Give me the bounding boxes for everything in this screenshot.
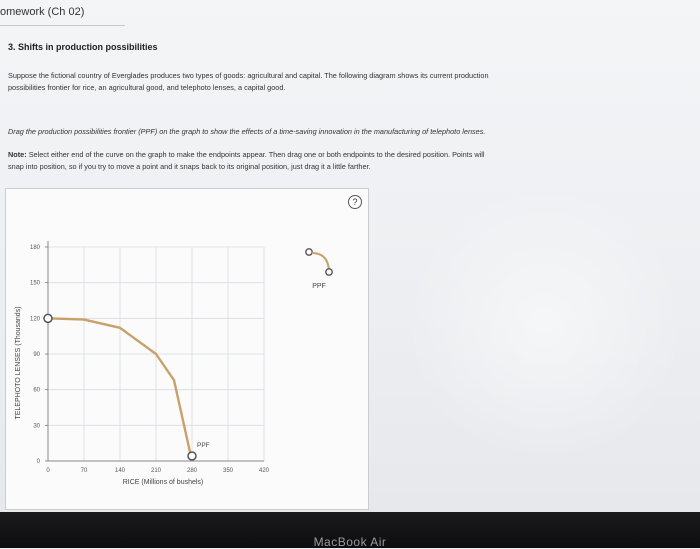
y-tick-label: 120 — [29, 316, 40, 323]
x-tick-label: 70 — [80, 468, 88, 474]
chart-axes — [30, 241, 270, 474]
x-tick-label: 210 — [150, 468, 162, 474]
y-axis-title: TELEPHOTO LENSES (Thousands) — [15, 306, 22, 420]
y-tick-label: 150 — [29, 280, 40, 287]
ppf-curve-group[interactable] — [44, 314, 210, 461]
help-icon[interactable]: ? — [348, 195, 362, 209]
laptop-bezel — [0, 512, 700, 548]
note-line-1 — [8, 149, 668, 161]
laptop-brand-label: MacBook Air — [313, 535, 387, 549]
question-description — [8, 70, 668, 94]
note-text-1: Select either end of the curve on the graph to make the endpoints appear. Then drag one or both endpoints to the desired position. Points will — [28, 150, 485, 159]
note-label: Note: — [8, 150, 27, 159]
y-tick-label: 90 — [33, 352, 40, 358]
x-tick-label: 140 — [114, 468, 126, 474]
palette-endpoint-bottom[interactable] — [326, 269, 332, 275]
screen-glare — [380, 190, 680, 490]
y-tick-label: 60 — [33, 387, 40, 394]
x-tick-label: 280 — [186, 468, 198, 474]
palette-curve-icon[interactable] — [312, 253, 329, 271]
ppf-palette-tool[interactable] — [306, 249, 332, 290]
x-axis-title: RICE (Millions of bushels) — [122, 479, 204, 486]
ppf-chart[interactable] — [6, 189, 368, 509]
description-line-2: possibilities frontier for rice, an agricultural good, and telephoto lenses, a capital good. — [8, 83, 286, 92]
ppf-endpoint-x-axis[interactable] — [188, 452, 196, 460]
note-block — [8, 149, 668, 173]
x-tick-label: 350 — [222, 468, 234, 474]
x-tick-label: 0 — [46, 468, 50, 474]
note-line-2: snap into position, so if you try to move a point and it snaps back to its original position, just drag it a little farther. — [8, 162, 371, 171]
y-tick-label: 30 — [33, 423, 40, 430]
graph-panel[interactable] — [5, 188, 369, 510]
header-bar — [0, 0, 700, 26]
x-tick-label: 420 — [258, 468, 270, 474]
description-line-1: Suppose the fictional country of Everglades produces two types of goods: agricultural and capital. The following diagram shows its current production — [8, 71, 489, 80]
header-divider — [0, 25, 125, 26]
y-tick-label: 180 — [29, 245, 40, 251]
ppf-endpoint-y-axis[interactable] — [44, 314, 52, 322]
instruction-text: Drag the production possibilities frontier (PPF) on the graph to show the effects of a time-saving innovation in the manufacturing of telephoto lenses. — [8, 127, 486, 136]
y-tick-label: 0 — [36, 459, 40, 465]
ppf-curve-label: PPF — [197, 442, 210, 449]
page-title: omework (Ch 02) — [0, 6, 85, 18]
palette-label: PPF — [312, 283, 326, 290]
question-title: 3. Shifts in production possibilities — [8, 42, 158, 52]
palette-endpoint-top[interactable] — [306, 249, 312, 255]
